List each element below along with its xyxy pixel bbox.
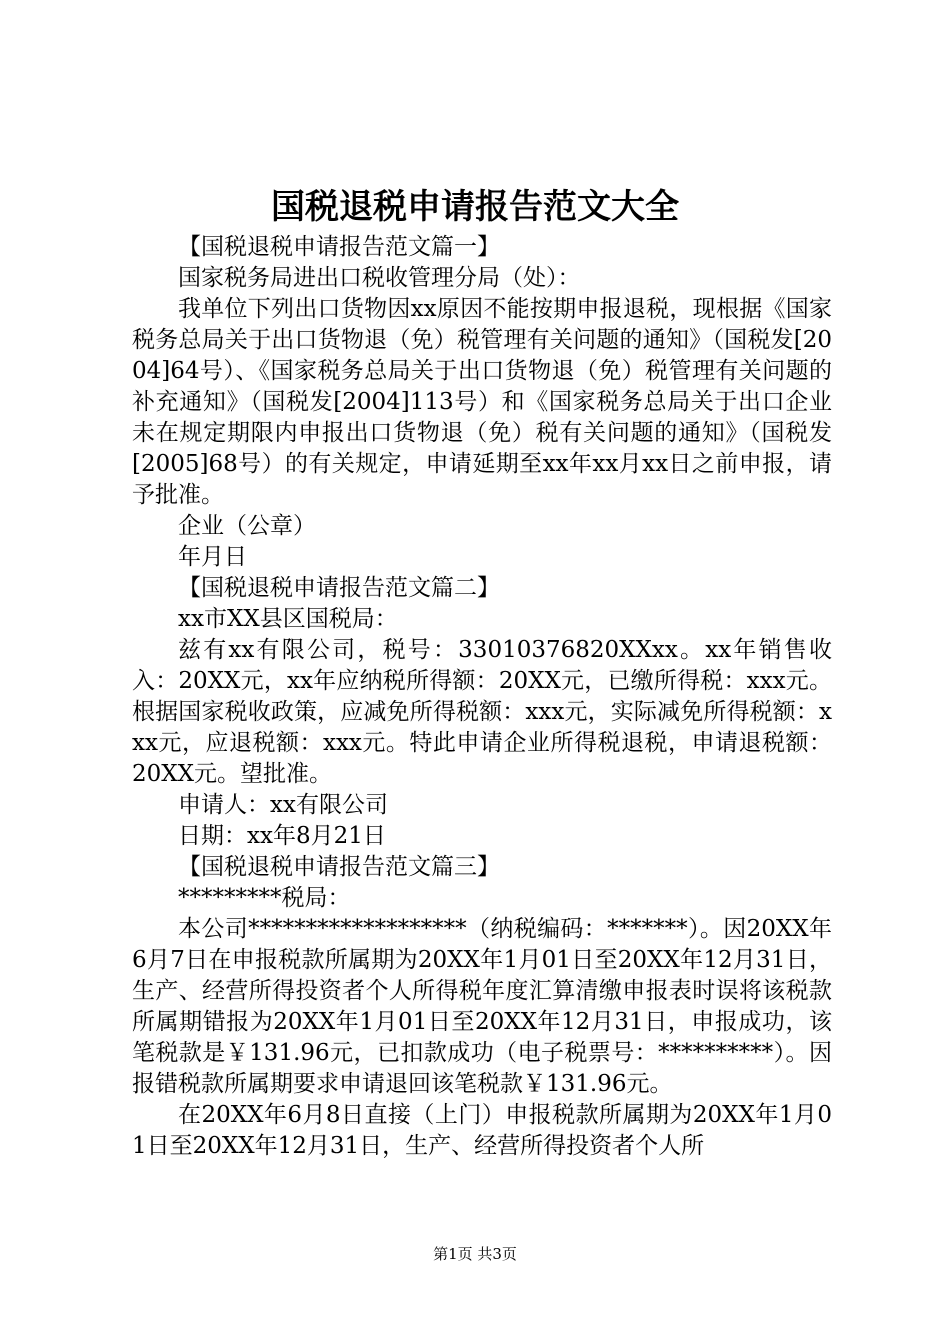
salutation: 国家税务局进出口税收管理分局（处）： [178, 265, 581, 291]
date-line: 日期：xx年8月21日 [178, 823, 386, 849]
body-paragraph: 我单位下列出口货物因xx原因不能按期申报退税，现根据《国家税务总局关于出口货物退（免）税管理有关问题的通知》（国税发[2004]64号）、《国家税务总局关于出口货物退（免）税管理有关问题的补充通知》（国税发[2004]113号）和《国家税务总局关于出口企业未在规定期限内申报出口货物退（免）税有关问题的通知》（国税发[2005]68号）的有关规定，申请延期至xx年xx月xx日之前申报，请予批准。 [132, 296, 832, 508]
section-heading-2: 【国税退税申请报告范文篇二】 [178, 575, 500, 601]
body-paragraph: 本公司*******************（纳税编码：*******）。因20XX年6月7日在申报税款所属期为20XX年1月01日至20XX年12月31日，生产、经营所得投资者个人所得税年度汇算清缴申报表时误将该税款所属期错报为20XX年1月01日至20XX年12月31日，申报成功，该笔税款是￥131.96元，已扣款成功（电子税票号：**********）。因报错税款所属期要求申请退回该笔税款￥131.96元。 [132, 916, 832, 1097]
section-heading-1: 【国税退税申请报告范文篇一】 [178, 234, 500, 260]
page-footer: 第1页 共3页 [433, 1245, 517, 1263]
salutation: xx市XX县区国税局： [178, 606, 398, 632]
signature-line: 企业（公章） [178, 513, 316, 539]
body-paragraph: 兹有xx有限公司，税号：33010376820XXxx。xx年销售收入：20XX元，xx年应纳税所得额：20XX元，已缴所得税：xxx元。根据国家税收政策，应减免所得税额：xxx元，实际减免所得税额：xxx元，应退税额：xxx元。特此申请企业所得税退税，申请退税额：20XX元。望批准。 [132, 637, 832, 787]
date-line: 年月日 [178, 544, 247, 570]
body-paragraph: 在20XX年6月8日直接（上门）申报税款所属期为20XX年1月01日至20XX年12月31日，生产、经营所得投资者个人所 [132, 1102, 832, 1159]
section-heading-3: 【国税退税申请报告范文篇三】 [178, 854, 500, 880]
document-body [132, 232, 832, 1162]
salutation: *********税局： [178, 885, 351, 911]
page-title: 国税退税申请报告范文大全 [271, 187, 679, 227]
applicant-line: 申请人：xx有限公司 [178, 792, 388, 818]
